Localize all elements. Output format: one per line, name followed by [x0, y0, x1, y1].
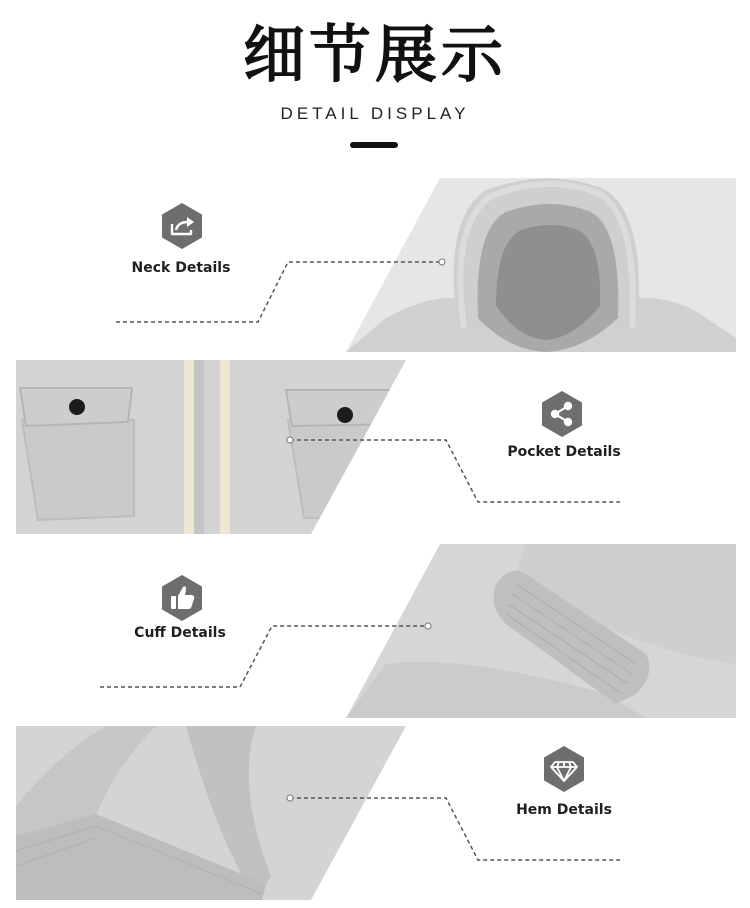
- neck-detail-photo: [346, 178, 736, 352]
- hem-detail-photo: [16, 726, 406, 900]
- thumbs-up-icon: [158, 574, 206, 622]
- share-nodes-icon: [538, 390, 586, 438]
- pocket-detail-photo: [16, 360, 406, 534]
- cuff-details-label: Cuff Details: [134, 625, 226, 641]
- neck-details-label: Neck Details: [131, 260, 231, 276]
- page-subtitle: DETAIL DISPLAY: [280, 104, 470, 123]
- diamond-icon: [540, 745, 588, 793]
- pocket-details-label: Pocket Details: [507, 444, 621, 460]
- hem-details-label: Hem Details: [516, 802, 612, 818]
- title-underline: [350, 142, 398, 148]
- page-title: 细节展示: [242, 18, 507, 91]
- share-arrow-icon: [158, 202, 206, 250]
- cuff-detail-photo: [346, 544, 736, 718]
